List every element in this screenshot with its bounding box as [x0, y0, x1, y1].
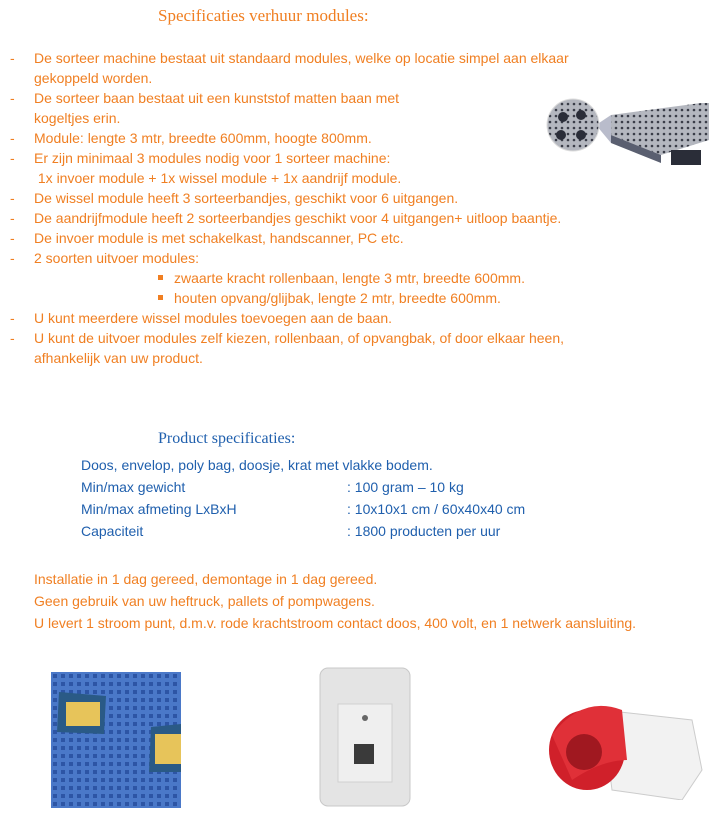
product-specs-title: Product specificaties: [158, 430, 296, 447]
page-title: Specificaties verhuur modules: [158, 6, 369, 25]
product-specs [81, 454, 681, 542]
sub-list-item: zwaarte kracht rollenbaan, lengte 3 mtr, breedte 600mm. [8, 268, 708, 288]
spec-row: Min/max gewicht : 100 gram – 10 kg [81, 479, 464, 495]
spec-list: - De sorteer machine bestaat uit standaard modules, welke op locatie simpel aan elkaar gekoppeld worden. - De sorteer baan bestaat uit een kunststof matten baan met kogeltjes erin. - Module: lengte 3 mtr, breedte 600mm, hoogte 800mm. - Er zijn minimaal 3 modules nodig voor 1 sorteer machine: 1x invoer module + 1x wissel module + 1x aandrijf module. - De wissel module heeft 3 sorteerbandjes, geschikt voor 6 uitgangen. - De aandrijfmodule heeft 2 sorteerbandjes geschikt voor 4 uitgangen+ uitloop baantje. - De invoer module is met schakelkast, handscanner, PC etc. - 2 soorten uitvoer modules: zwaarte kracht rollenbaan, lengte 3 mtr, breedte 600mm. houten opvang/glijbak, lengte 2 mtr, breedte 600mm. - U kunt meerdere wissel modules toevoegen aan de baan. - U kunt de uitvoer modules zelf kiezen, rollenbaan, of opvangbak, of door elkaar heen, afhankelijk van uw product. [8, 48, 708, 368]
list-item: - De wissel module heeft 3 sorteerbandjes, geschikt voor 6 uitgangen. [10, 190, 459, 206]
list-item: - Er zijn minimaal 3 modules nodig voor 1 sorteer machine: [10, 150, 391, 166]
list-item: - Module: lengte 3 mtr, breedte 600mm, hoogte 800mm. [10, 130, 372, 146]
list-item: - U kunt meerdere wissel modules toevoegen aan de baan. [10, 310, 392, 326]
list-item: - 2 soorten uitvoer modules: [10, 250, 199, 266]
list-item: - De aandrijfmodule heeft 2 sorteerbandjes geschikt voor 4 uitgangen+ uitloop baantje. [10, 210, 562, 226]
blue-conveyor-photo [51, 672, 181, 808]
list-item: - De sorteer baan bestaat uit een kunststof matten baan met [10, 90, 399, 106]
notes: Installatie in 1 dag gereed, demontage in 1 dag gereed. Geen gebruik van uw heftruck, pallets of pompwagens. U levert 1 stroom punt, d.m.v. rode krachtstroom contact doos, 400 volt, en 1 netwerk aansluiting. [34, 571, 637, 631]
square-bullet-icon [158, 275, 163, 280]
spec-row: Capaciteit : 1800 producten per uur [81, 523, 501, 539]
spec-row: Min/max afmeting LxBxH : 10x10x1 cm / 60x40x40 cm [81, 501, 526, 517]
square-bullet-icon [158, 295, 163, 300]
list-item: - De invoer module is met schakelkast, handscanner, PC etc. [10, 230, 404, 246]
product-intro: Doos, envelop, poly bag, doosje, krat met vlakke bodem. [81, 457, 433, 473]
list-item: - U kunt de uitvoer modules zelf kiezen, rollenbaan, of opvangbak, of door elkaar heen, [10, 330, 564, 346]
network-socket-image [318, 666, 412, 808]
list-item: - De sorteer machine bestaat uit standaard modules, welke op locatie simpel aan elkaar [10, 50, 569, 66]
sub-list-item: houten opvang/glijbak, lengte 2 mtr, breedte 600mm. [8, 288, 708, 308]
power-socket-image [542, 690, 710, 800]
conveyor-mat-image [541, 95, 709, 165]
